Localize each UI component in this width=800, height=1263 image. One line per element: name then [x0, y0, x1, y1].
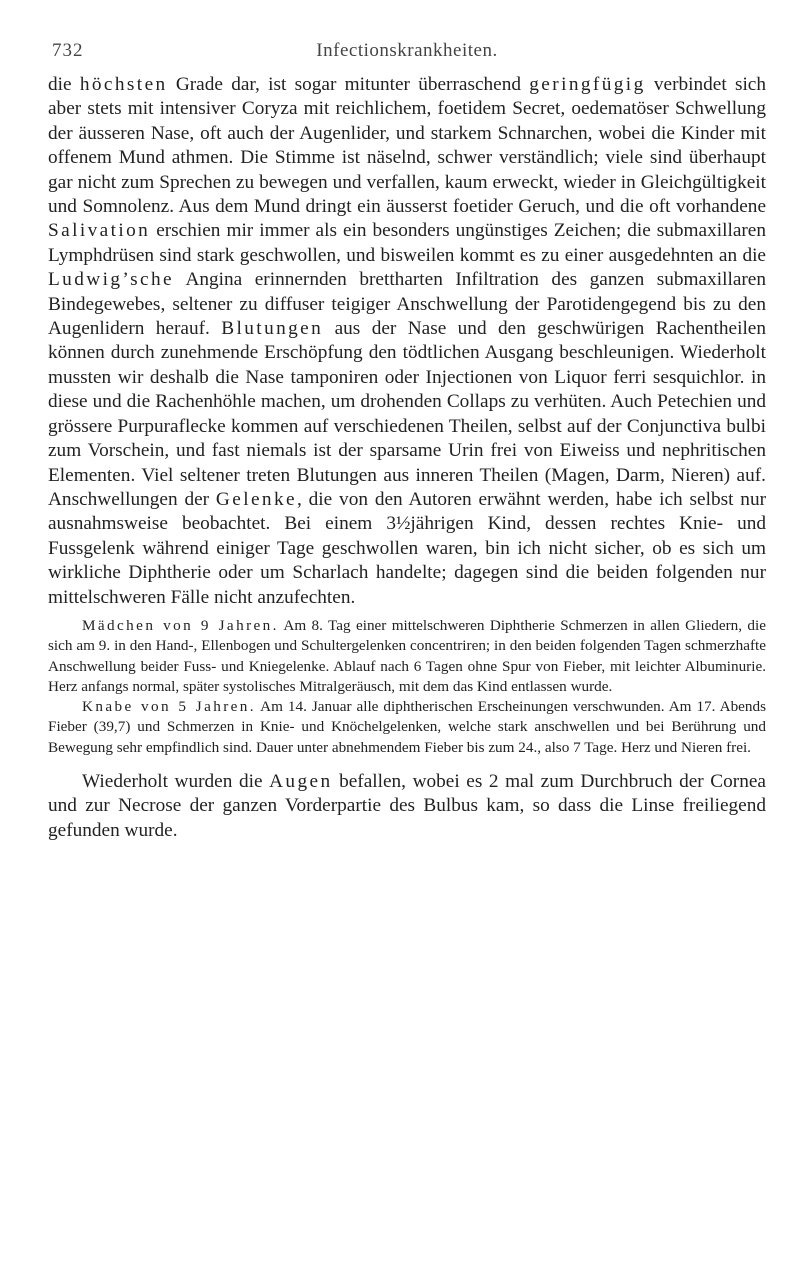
body-text	[48, 73, 766, 843]
text-run: erschien mir immer als ein besonders ungünstiges Zeichen; die submaxillaren Lymphdrüsen sind stark geschwollen, und bisweilen kommt es zu einer ausgedehnten an die	[48, 220, 766, 266]
paragraph	[48, 770, 766, 843]
text-run: Grade dar, ist sogar mitunter überraschend	[167, 74, 530, 95]
text-run: Am 14. Januar alle diphtherischen Erscheinungen verschwunden. Am 17. Abends Fieber (39,7) und Schmerzen in Knie- und Knöchelgelenken, welche stark anschwellen und bei Berührung und Bewegung sehr empfindlich sind. Dauer unter abnehmendem Fieber bis zum 24., also 7 Tage. Herz und Nieren frei.	[48, 698, 766, 756]
spaced-emphasis: Salivation	[48, 220, 151, 242]
text-run: Angina erinnernden brettharten Infiltration des ganzen submaxillaren Bindegewebes, seltener zu diffuser teigiger Anschwellung der Parotidengegend bis zu den Augenlidern herauf.	[48, 269, 766, 340]
text-run: verbindet sich aber stets mit intensiver Coryza mit reichlichem, foetidem Secret, oedematöser Schwellung der äusseren Nase, oft auch der Augenlider, und starkem Schnarchen, wobei die Kinder mit offenem Mund athmen. Die Stimme ist näselnd, schwer verständlich; viele sind überhaupt gar nicht zum Sprechen zu bewegen und verfallen, kaum erweckt, wieder in Gleichgültigkeit und Somnolenz. Aus dem Mund dringt ein äusserst foetider Geruch, und die oft vorhandene	[48, 74, 766, 218]
spaced-emphasis: Augen	[269, 771, 333, 793]
text-run: aus der Nase und den geschwürigen Rachentheilen können durch zunehmende Erschöpfung den tödtlichen Ausgang beschleunigen. Wiederholt mussten wir deshalb die Nase tamponiren oder Injectionen von Liquor ferri sesquichlor. in diese und die Rachenhöhle machen, um drohenden Collaps zu verhüten. Auch Petechien und grössere Purpuraflecke kommen auf verschiedenen Theilen, selbst auf der Conjunctiva bulbi zum Vorschein, und fast niemals ist der sparsame Urin frei von Eiweiss und nephritischen Elementen. Viel seltener treten Blutungen aus inneren Theilen (Magen, Darm, Nieren) auf. Anschwellungen der	[48, 318, 767, 510]
text-run: befallen, wobei es 2 mal zum Durchbruch der Cornea und zur Necrose der ganzen Vorderpartie des Bulbus kam, so dass die Linse freiliegend gefunden wurde.	[48, 771, 766, 841]
spaced-emphasis: Ludwig’sche	[48, 269, 174, 291]
spaced-emphasis: höchsten	[79, 74, 168, 95]
text-run: Am 8. Tag einer mittelschweren Diphtherie Schmerzen in allen Gliedern, die sich am 9. in den Hand-, Ellenbogen und Schultergelenken concentriren; in den beiden folgenden Tagen schmerzhafte Anschwellung beider Fuss- und Kniegelenke. Ablauf nach 6 Tagen ohne Spur von Fieber, mit leichter Albuminurie. Herz anfangs normal, später systolisches Mitralgeräusch, mit dem das Kind entlassen wurde.	[48, 616, 766, 695]
text-run: , die von den Autoren erwähnt werden, habe ich selbst nur ausnahmsweise beobachtet. Bei einem 3½jährigen Kind, dessen rechtes Knie- und Fussgelenk während einiger Tage geschwollen waren, bin ich nicht sicher, ob es sich um wirkliche Diphtherie oder um Scharlach handelte; dagegen sind die beiden folgenden nur mittelschweren Fälle nicht anzufechten.	[48, 488, 767, 608]
case-report	[48, 616, 766, 697]
spaced-emphasis: geringfügig	[529, 74, 646, 95]
book-page	[48, 40, 766, 843]
text-run: die	[48, 74, 80, 95]
running-title: Infectionskrankheiten.	[316, 40, 498, 61]
page-number: 732	[52, 40, 84, 61]
paragraph	[48, 73, 766, 610]
spaced-emphasis: Gelenke	[215, 488, 297, 510]
text-run: Wiederholt wurden die	[82, 771, 270, 793]
page-header	[48, 40, 766, 74]
case-report	[48, 697, 766, 758]
spaced-emphasis: Knabe von 5 Jahren.	[82, 698, 256, 716]
spaced-emphasis: Mädchen von 9 Jahren.	[82, 616, 279, 634]
spaced-emphasis: Blutungen	[221, 318, 324, 340]
